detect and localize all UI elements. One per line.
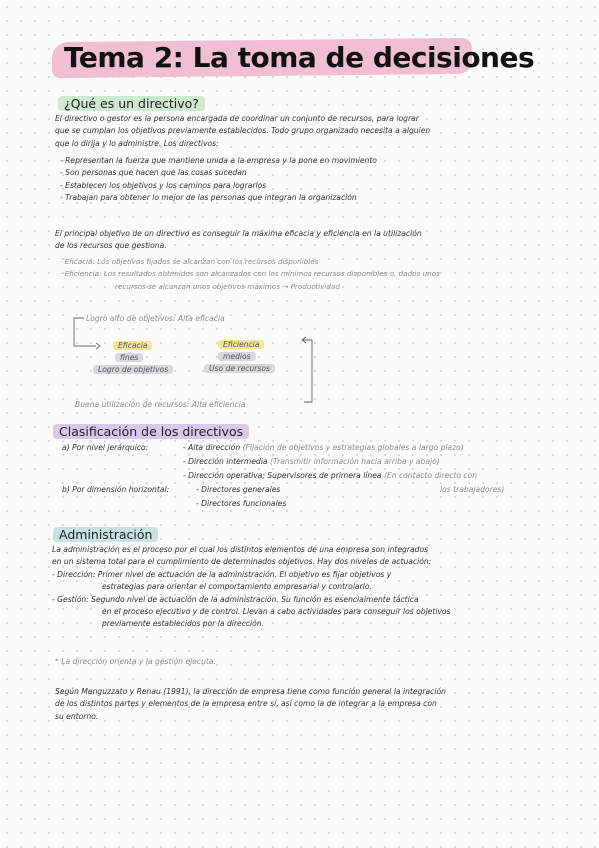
direccion-operativa-note-cont: los trabajadores) [440, 485, 505, 494]
text-line: en un sistema total para el cumplimiento de determinados objetivos. Hay dos niveles de actuación: [52, 557, 432, 567]
chip-uso-recursos: Uso de recursos [204, 364, 275, 373]
chip-eficacia: Eficacia [113, 341, 152, 350]
chip-eficiencia: Eficiencia [218, 340, 264, 349]
diagram-bottom-label: Buena utilización de recursos: Alta eficiencia [75, 400, 246, 409]
text-line: de los distintos partes y elementos de la empresa entre sí, así como la de integrar a la empresa con [55, 699, 437, 709]
list-item: - Establecen los objetivos y los caminos para lograrlos [60, 180, 267, 190]
definition-eficiencia: · Eficiencia: Los resultados obtenidos son alcanzados con los mínimos recursos disponibles o, dados unos [60, 269, 440, 279]
text-line: El principal objetivo de un directivo es conseguir la máxima eficacia y eficiencia en la utilización [55, 229, 422, 238]
page-title: Tema 2: La toma de decisiones [64, 41, 535, 74]
text-line: - Gestión: Segundo nivel de actuación de la administración. Su función es esencialmente táctica [52, 594, 419, 604]
administracion-paragraph [52, 544, 562, 631]
alta-direccion: - Alta dirección (Fijación de objetivos y estrategias globales a largo plazo) [183, 443, 464, 452]
clasif-a-label: a) Por nivel jerárquico: [62, 443, 149, 452]
text-line: Según Menguzzato y Renau (1991), la dirección de empresa tiene como función general la integración [55, 687, 446, 696]
text-line: que lo dirija y lo administre. Los directivos: [55, 138, 219, 148]
section-heading-directivo: ¿Qué es un directivo? [58, 96, 205, 111]
chip-fines: fines [115, 353, 143, 362]
chip-medios: medios [218, 352, 256, 361]
definition-eficacia: · Eficacia: Los objetivos fijados se alcanzan con los recursos disponibles [60, 257, 319, 266]
directores-generales: - Directores generales [196, 485, 281, 494]
objective-paragraph [55, 228, 555, 253]
text-line: previamente establecidos por la dirección. [102, 619, 265, 629]
definitions [60, 256, 560, 293]
direccion-intermedia: - Dirección intermedia (Transmitir información hacia arriba y abajo) [183, 457, 440, 466]
note-direccion-gestion: * La dirección orienta y la gestión ejecuta. [55, 657, 216, 666]
text-line: de los recursos que gestiona. [55, 241, 167, 251]
text-line: en el proceso ejecutivo y de control. Llevan a cabo actividades para conseguir los objetivos [102, 607, 451, 617]
list-item: - Representan la fuerza que mantiene unida a la empresa y la pone en movimiento [60, 156, 377, 165]
text-line: El directivo o gestor es la persona encargada de coordinar un conjunto de recursos, para lograr [55, 114, 419, 123]
direccion-operativa: - Dirección operativa; Supervisores de primera línea (En contacto directo con [183, 471, 478, 480]
intro-paragraph [55, 113, 555, 150]
definition-eficiencia-cont: recursos se alcanzan unos objetivos máximos → Productividad [115, 281, 340, 291]
directivos-bullets [60, 155, 540, 205]
list-item: - Son personas que hacen que las cosas sucedan [60, 168, 247, 178]
text-line: su entorno. [55, 711, 99, 721]
section-heading-clasificacion: Clasificación de los directivos [53, 424, 249, 439]
text-line: - Dirección: Primer nivel de actuación de la administración. El objetivo es fijar objetivos y [52, 569, 392, 579]
diagram-top-label: Logro alto de objetivos: Alta eficacia [86, 314, 225, 323]
text-line: La administración es el proceso por el cual los distintos elementos de una empresa son integrados [52, 545, 429, 554]
quote-paragraph [55, 686, 565, 723]
list-item: - Trabajan para obtener lo mejor de las personas que integran la organización [60, 193, 357, 203]
clasif-b-label: b) Por dimensión horizontal: [62, 485, 170, 494]
directores-funcionales: - Directores funcionales [196, 499, 287, 508]
chip-logro-objetivos: Logro de objetivos [93, 365, 173, 374]
text-line: estrategias para orientar el comportamiento empresarial y controlarlo. [102, 582, 372, 592]
text-line: que se cumplan los objetivos previamente establecidos. Todo grupo organizado necesita a alguien [55, 126, 431, 136]
section-heading-administracion: Administración [53, 527, 158, 542]
